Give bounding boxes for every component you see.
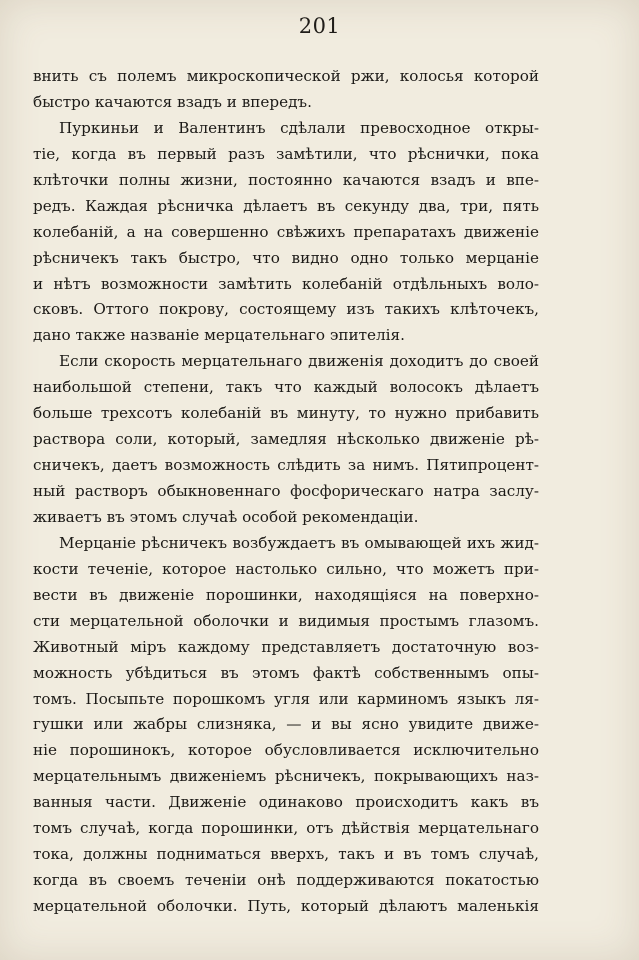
page-number: 201: [298, 14, 341, 38]
text-line: томъ случаѣ, когда порошинки, отъ дѣйствія мерцательнаго: [33, 819, 539, 838]
body-text: [33, 64, 539, 920]
text-line: быстро качаются взадъ и впередъ.: [33, 92, 312, 111]
text-line: колебаній, а на совершенно свѣжихъ препаратахъ движеніе: [33, 222, 539, 241]
text-line: вести въ движеніе порошинки, находящіяся на поверхно-: [33, 585, 539, 604]
text-line: Животный міръ каждому представляетъ достаточную воз-: [33, 637, 539, 656]
text-line: клѣточки полны жизни, постоянно качаются взадъ и впе-: [33, 170, 539, 189]
text-line: наибольшой степени, такъ что каждый волосокъ дѣлаетъ: [33, 378, 539, 397]
text-line: сковъ. Оттого покрову, состоящему изъ такихъ клѣточекъ,: [33, 300, 539, 319]
text-line: когда въ своемъ теченіи онѣ поддерживаются покатостью: [33, 871, 539, 890]
text-line: ванныя части. Движеніе одинаково происходитъ какъ въ: [33, 793, 539, 812]
text-line: раствора соли, который, замедляя нѣсколько движеніе рѣ-: [33, 430, 539, 449]
text-line: тіе, когда въ первый разъ замѣтили, что рѣснички, пока: [33, 144, 539, 163]
text-line: Если скорость мерцательнаго движенія доходитъ до своей: [59, 352, 539, 371]
text-line: кости теченіе, которое настолько сильно, что можетъ при-: [33, 559, 539, 578]
text-line: внить съ полемъ микроскопической ржи, колосья которой: [33, 67, 539, 85]
text-line: дано также названіе мерцательнаго эпителія.: [33, 326, 405, 345]
text-line: ніе порошинокъ, которое обусловливается исключительно: [33, 741, 539, 760]
text-line: ный растворъ обыкновеннаго фосфорическаго натра заслу-: [33, 482, 539, 500]
text-line: можность убѣдиться въ этомъ фактѣ собственнымъ опы-: [33, 663, 539, 682]
text-line: редъ. Каждая рѣсничка дѣлаетъ въ секунду два, три, пять: [33, 196, 539, 215]
text-line: Мерцаніе рѣсничекъ возбуждаетъ въ омывающей ихъ жид-: [59, 533, 539, 552]
text-line: мерцательнымъ движеніемъ рѣсничекъ, покрывающихъ наз-: [33, 767, 539, 786]
text-line: сничекъ, даетъ возможность слѣдить за нимъ. Пятипроцент-: [33, 456, 539, 475]
text-line: мерцательной оболочки. Путь, который дѣлаютъ маленькія: [33, 897, 539, 915]
text-line: тока, должны подниматься вверхъ, такъ и въ томъ случаѣ,: [33, 845, 539, 864]
text-line: больше трехсотъ колебаній въ минуту, то нужно прибавить: [33, 404, 539, 423]
text-line: рѣсничекъ такъ быстро, что видно одно только мерцаніе: [33, 248, 539, 267]
text-line: живаетъ въ этомъ случаѣ особой рекомендаціи.: [33, 507, 419, 526]
text-line: Пуркиньи и Валентинъ сдѣлали превосходное откры-: [59, 118, 539, 137]
text-line: гушки или жабры слизняка, — и вы ясно увидите движе-: [33, 715, 539, 734]
text-line: томъ. Посыпьте порошкомъ угля или карминомъ языкъ ля-: [33, 689, 539, 708]
text-line: и нѣтъ возможности замѣтить колебаній отдѣльныхъ воло-: [33, 274, 539, 293]
text-line: сти мерцательной оболочки и видимыя простымъ глазомъ.: [33, 611, 539, 630]
